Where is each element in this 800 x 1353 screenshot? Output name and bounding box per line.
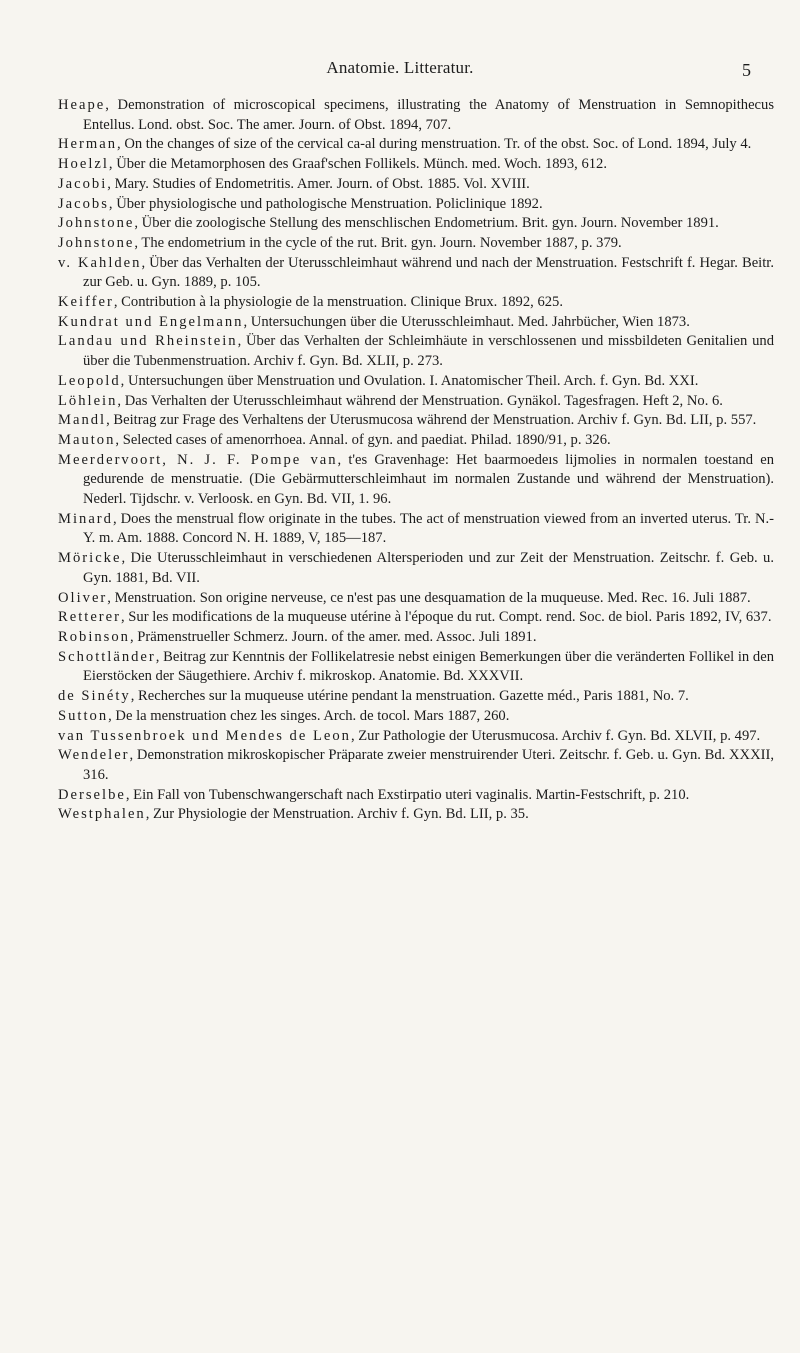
reference-author: Jacobs: [58, 195, 109, 212]
reference-entry: [58, 687, 774, 707]
reference-entry: [58, 648, 774, 687]
reference-author: Meerdervoort, N. J. F. Pompe van: [58, 451, 338, 468]
reference-author: Mauton: [58, 431, 116, 448]
reference-entry: [58, 628, 774, 648]
reference-author: Keiffer: [58, 294, 114, 311]
reference-author: Hoelzl: [58, 156, 109, 173]
reference-author: Derselbe: [58, 786, 126, 803]
reference-entry: [58, 332, 774, 371]
reference-author: Möricke: [58, 550, 122, 567]
reference-author: Oliver: [58, 589, 108, 606]
reference-author: Westphalen: [58, 806, 146, 823]
reference-text: , Untersuchungen über Menstruation und Ovulation. I. Anatomischer Theil. Arch. f. Gyn. Bd. XXI.: [120, 372, 699, 389]
reference-entry: [58, 392, 774, 412]
reference-text: , On the changes of size of the cervical ca-al during menstruation. Tr. of the obst. Soc. of Lond. 1894, July 4.: [117, 136, 752, 153]
reference-entry: [58, 549, 774, 588]
reference-text: , Demonstration of microscopical specimens, illustrating the Anatomy of Menstruation in Semnopithecus Entellus. Lond. obst. Soc. The amer. Journ. of Obst. 1894, 707.: [83, 97, 774, 133]
reference-entry: [58, 727, 774, 747]
reference-text: , Does the menstrual flow originate in the tubes. The act of menstruation viewed from an inverted uterus. Tr. N.-Y. m. Am. 1888. Concord N. H. 1889, V, 185—187.: [83, 510, 774, 547]
reference-entry: [58, 293, 774, 313]
reference-list: [58, 96, 774, 825]
reference-text: , Ein Fall von Tubenschwangerschaft nach Exstirpatio uteri vaginalis. Martin-Festschrift, p. 210.: [125, 786, 690, 803]
reference-entry: [58, 195, 774, 215]
reference-entry: [58, 234, 774, 254]
reference-author: Jacobi: [58, 175, 108, 192]
reference-text: , Über das Verhalten der Uterusschleimhaut während und nach der Menstruation. Festschrift f. Hegar. Beitr. zur Geb. u. Gyn. 1889, p. 105.: [83, 254, 774, 291]
reference-text: , Sur les modifications de la muqueuse utérine à l'époque du rut. Compt. rend. Soc. de biol. Paris 1892, IV, 637.: [121, 609, 772, 626]
reference-entry: [58, 155, 774, 175]
reference-author: Minard: [58, 510, 113, 527]
reference-entry: [58, 214, 774, 234]
reference-entry: [58, 786, 774, 806]
reference-entry: [58, 411, 774, 431]
reference-author: Löhlein: [58, 392, 118, 409]
reference-text: , Prämenstrueller Schmerz. Journ. of the amer. med. Assoc. Juli 1891.: [129, 628, 537, 645]
reference-text: , Selected cases of amenorrhoea. Annal. of gyn. and paediat. Philad. 1890/91, p. 326.: [115, 431, 611, 448]
reference-author: Johnstone: [58, 234, 135, 251]
reference-text: , Über das Verhalten der Schleimhäute in verschlossenen und missbildeten Genitalien und über die Tubenmenstruation. Archiv f. Gyn. Bd. XLII, p. 273.: [83, 333, 774, 370]
reference-text: , Beitrag zur Frage des Verhaltens der Uterusmucosa während der Menstruation. Archiv f. Gyn. Bd. LII, p. 557.: [106, 412, 757, 429]
reference-entry: [58, 805, 774, 825]
reference-entry: [58, 175, 774, 195]
reference-text: , Beitrag zur Kenntnis der Follikelatresie nebst einigen Bemerkungen über die veränderten Follikel in den Eierstöcken der Säugethiere. Archiv f. mikroskop. Anatomie. Bd. XXXVII.: [83, 648, 774, 685]
reference-text: , Contribution à la physiologie de la menstruation. Clinique Brux. 1892, 625.: [113, 294, 563, 311]
page-number: 5: [742, 60, 751, 80]
reference-text: , Untersuchungen über die Uterusschleimhaut. Med. Jahrbücher, Wien 1873.: [243, 313, 690, 330]
reference-text: , Über physiologische und pathologische Menstruation. Policlinique 1892.: [108, 195, 543, 212]
reference-entry: [58, 135, 774, 155]
reference-author: v. Kahlden: [58, 254, 142, 271]
reference-text: , t'es Gravenhage: Het baarmoedeıs lijmolies in normalen toestand en gedurende de menstruatie. (Die Gebärmutterschleimhaut im normalen Zustande und während der Menstruation). Nederl. Tijdschr. v. Verloosk. en Gyn. Bd. VII, 1. 96.: [83, 451, 774, 508]
reference-text: , De la menstruation chez les singes. Arch. de tocol. Mars 1887, 260.: [108, 707, 510, 724]
reference-text: , Mary. Studies of Endometritis. Amer. Journ. of Obst. 1885. Vol. XVIII.: [107, 175, 530, 192]
reference-author: de Sinéty: [58, 688, 131, 705]
reference-author: Landau und Rheinstein: [58, 333, 238, 350]
reference-author: Schottländer: [58, 648, 156, 665]
reference-author: Herman: [58, 136, 118, 153]
reference-author: Robinson: [58, 628, 130, 645]
reference-text: , Recherches sur la muqueuse utérine pendant la menstruation. Gazette méd., Paris 1881, No. 7.: [130, 688, 689, 705]
reference-text: , Menstruation. Son origine nerveuse, ce n'est pas une desquamation de la muqueuse. Med. Rec. 16. Juli 1887.: [107, 589, 751, 606]
reference-author: van Tussenbroek und Mendes de Leon: [58, 727, 351, 744]
reference-text: , Zur Pathologie der Uterusmucosa. Archiv f. Gyn. Bd. XLVII, p. 497.: [350, 727, 761, 744]
reference-text: , Die Uterusschleimhaut in verschiedenen Altersperioden und zur Zeit der Menstruation. Zeitschr. f. Geb. u. Gyn. 1881, Bd. VII.: [83, 550, 774, 586]
reference-entry: [58, 707, 774, 727]
reference-entry: [58, 254, 774, 293]
reference-author: Wendeler: [58, 747, 130, 764]
reference-author: Retterer: [58, 609, 121, 626]
reference-author: Mandl: [58, 412, 107, 429]
reference-entry: [58, 431, 774, 451]
reference-text: , Zur Physiologie der Menstruation. Archiv f. Gyn. Bd. LII, p. 35.: [145, 806, 529, 823]
reference-entry: [58, 746, 774, 785]
reference-entry: [58, 451, 774, 510]
reference-entry: [58, 510, 774, 549]
reference-entry: [58, 608, 774, 628]
reference-entry: [58, 589, 774, 609]
reference-author: Sutton: [58, 707, 109, 724]
running-head: Anatomie. Litteratur.: [326, 58, 474, 77]
reference-author: Kundrat und Engelmann: [58, 313, 244, 330]
reference-entry: [58, 372, 774, 392]
reference-text: , Über die Metamorphosen des Graaf'schen Follikels. Münch. med. Woch. 1893, 612.: [108, 156, 607, 173]
reference-text: , Demonstration mikroskopischer Präparate zweier menstruirender Uteri. Zeitschr. f. Geb. u. Gyn. Bd. XXXII, 316.: [83, 747, 774, 783]
reference-text: , The endometrium in the cycle of the rut. Brit. gyn. Journ. November 1887, p. 379.: [134, 234, 622, 251]
reference-entry: [58, 96, 774, 135]
reference-author: Johnstone: [58, 215, 135, 232]
reference-entry: [58, 313, 774, 333]
reference-text: , Über die zoologische Stellung des menschlischen Endometrium. Brit. gyn. Journ. November 1891.: [134, 215, 719, 232]
reference-author: Leopold: [58, 372, 121, 389]
reference-author: Heape: [58, 97, 106, 113]
reference-text: , Das Verhalten der Uterusschleimhaut während der Menstruation. Gynäkol. Tagesfragen. Heft 2, No. 6.: [117, 392, 723, 409]
